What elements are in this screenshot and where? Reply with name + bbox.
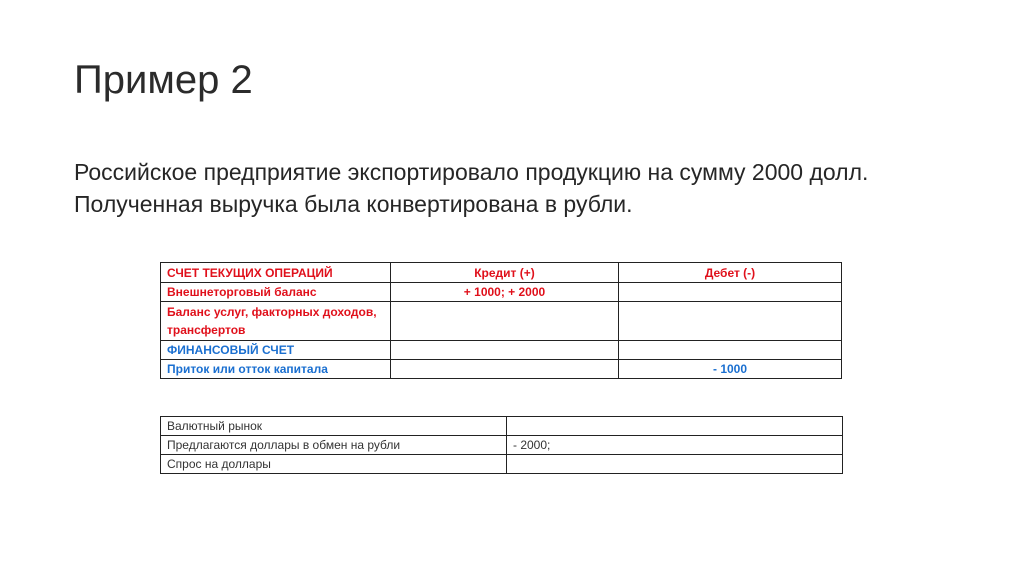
row-label: Спрос на доллары	[161, 455, 507, 474]
row-label: Внешнеторговый баланс	[161, 283, 391, 302]
slide-body-text: Российское предприятие экспортировало продукцию на сумму 2000 долл. Полученная выручка была конвертирована в рубли.	[74, 159, 869, 217]
table-row	[161, 283, 842, 302]
credit-cell	[391, 302, 619, 341]
balance-of-payments-table	[160, 262, 842, 379]
debit-cell	[619, 302, 842, 341]
slide-title: Пример 2	[74, 58, 253, 102]
value-cell	[507, 417, 843, 436]
currency-market-table	[160, 416, 843, 474]
row-label: Баланс услуг, факторных доходов, трансфертов	[161, 302, 391, 341]
credit-header: Кредит (+)	[391, 263, 619, 283]
table-row	[161, 417, 843, 436]
table-row	[161, 302, 842, 341]
table-row	[161, 360, 842, 379]
table-row	[161, 436, 843, 455]
value-cell: - 2000;	[507, 436, 843, 455]
table-row	[161, 455, 843, 474]
debit-cell: - 1000	[619, 360, 842, 379]
table-row	[161, 341, 842, 360]
value-cell	[507, 455, 843, 474]
current-account-header: СЧЕТ ТЕКУЩИХ ОПЕРАЦИЙ	[161, 263, 391, 283]
debit-cell	[619, 283, 842, 302]
debit-cell	[619, 341, 842, 360]
credit-cell	[391, 360, 619, 379]
row-label: Валютный рынок	[161, 417, 507, 436]
credit-cell	[391, 341, 619, 360]
row-label: Предлагаются доллары в обмен на рубли	[161, 436, 507, 455]
table-header-row	[161, 263, 842, 283]
credit-cell: + 1000; + 2000	[391, 283, 619, 302]
debit-header: Дебет (-)	[619, 263, 842, 283]
row-label: Приток или отток капитала	[161, 360, 391, 379]
financial-account-header: ФИНАНСОВЫЙ СЧЕТ	[161, 341, 391, 360]
